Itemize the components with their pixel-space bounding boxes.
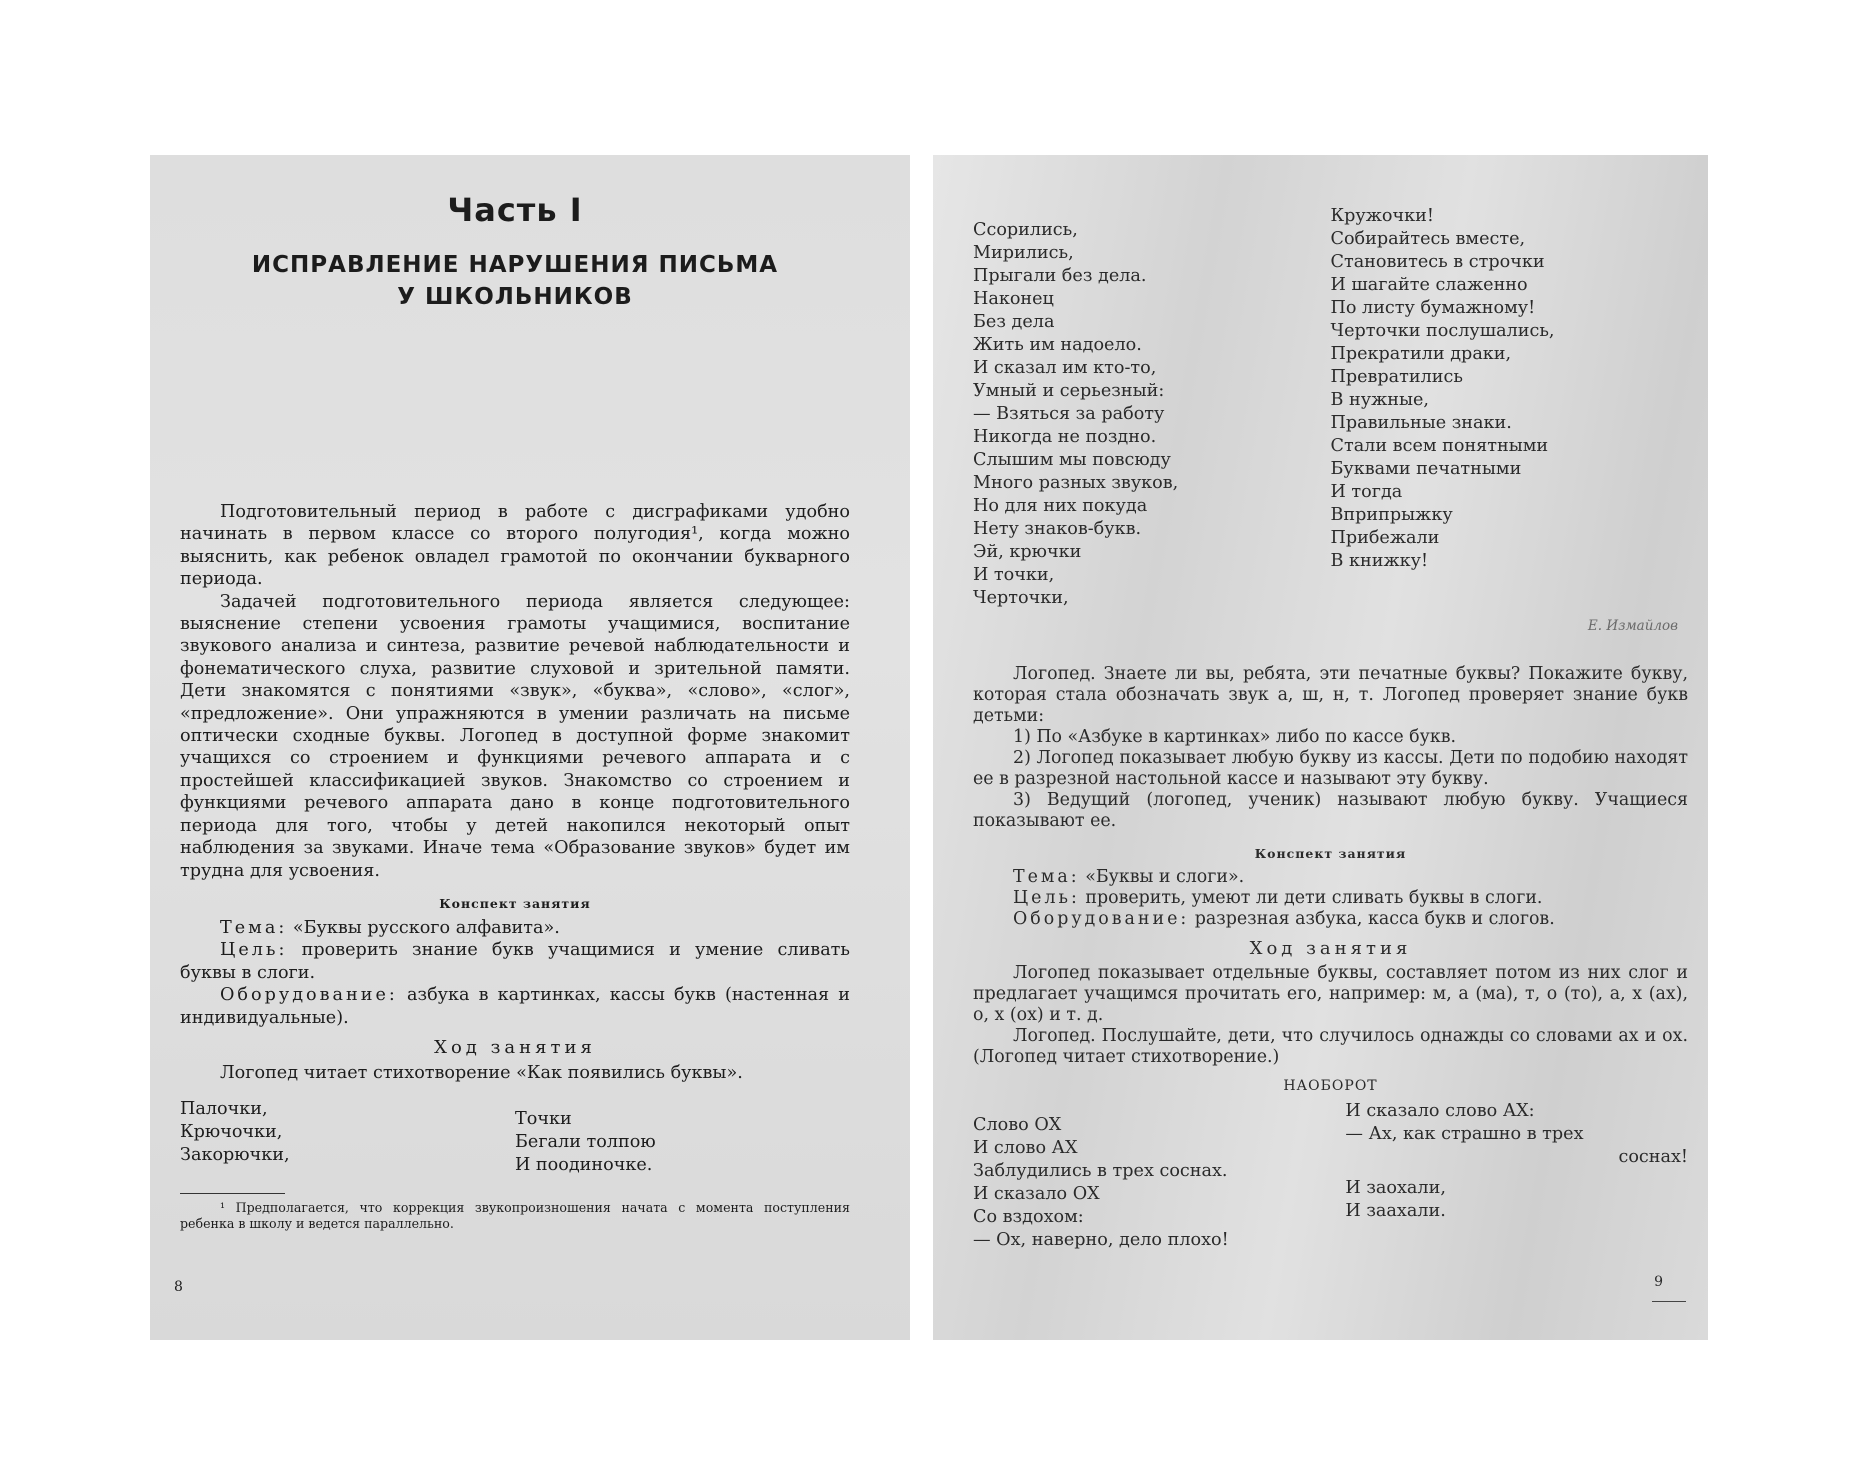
poem-line: Крючочки,	[180, 1122, 283, 1143]
hod-heading: Ход занятия	[434, 1036, 596, 1058]
poem-line: Нету знаков-букв.	[973, 519, 1142, 539]
tema-value: «Буквы и слоги».	[1085, 867, 1245, 887]
poem-line: И слово АХ	[973, 1138, 1078, 1158]
poem-line: И заохали,	[1345, 1178, 1446, 1198]
part-title: Часть I	[447, 191, 583, 229]
poem-line: И точки,	[973, 565, 1055, 585]
poem-line: Собирайтесь вместе,	[1330, 229, 1526, 249]
cel-value: проверить знание букв учащимися и умение сливать буквы в слоги.	[180, 940, 850, 983]
poem-col-1	[180, 1094, 515, 1177]
poem2-col-1	[973, 1100, 1345, 1252]
oborud-field	[973, 909, 1688, 930]
poem-line: Без дела	[973, 312, 1055, 332]
poem2-title: НАОБОРОТ	[1283, 1078, 1378, 1094]
tema-label: Тема:	[220, 917, 288, 938]
paragraph-shows-letters: Логопед показывает отдельные буквы, составляет потом из них слог и предлагает учащимся прочитать его, например: м, а (ма), т, о (то), а, х (ах), о, х (ох) и т. д.	[973, 963, 1688, 1025]
tema-value: «Буквы русского алфавита».	[292, 917, 560, 938]
poem-line: Со вздохом:	[973, 1207, 1084, 1227]
poem-line: И сказало слово АХ:	[1345, 1101, 1535, 1121]
poem-line: Палочки,	[180, 1099, 268, 1120]
oborud-field	[180, 984, 850, 1029]
poem-line: По листу бумажному!	[1330, 298, 1536, 318]
poem-line: И сказал им кто-то,	[973, 358, 1157, 378]
poem-line: соснах!	[1618, 1147, 1688, 1167]
poem-line: — Ах, как страшно в трех	[1345, 1124, 1584, 1144]
oborud-label: Оборудование:	[1013, 909, 1190, 929]
page-number-left: 8	[174, 1279, 183, 1295]
oborud-value: разрезная азбука, касса букв и слогов.	[1194, 909, 1555, 929]
cel-label: Цель:	[1013, 888, 1080, 908]
poem-line: И поодиночке.	[515, 1155, 653, 1176]
poem-line: Прекратили драки,	[1330, 344, 1512, 364]
poem2	[973, 1100, 1688, 1252]
logoped-reads: Логопед читает стихотворение «Как появились буквы».	[220, 1062, 743, 1083]
left-page	[150, 155, 910, 1340]
poem-right-col-1	[973, 205, 1331, 610]
poem-line: И заахали.	[1345, 1201, 1446, 1221]
poem2-col-2	[1345, 1100, 1688, 1252]
footnote: ¹ Предполагается, что коррекция звукопроизношения начата с момента поступления ребенка в школу и ведется параллельно.	[180, 1200, 850, 1232]
poem-line: Черточки послушались,	[1330, 321, 1555, 341]
poem-line: Мирились,	[973, 243, 1074, 263]
poem-line: Превратились	[1330, 367, 1463, 387]
poem-line: В книжку!	[1330, 551, 1429, 571]
poem-line: Много разных звуков,	[973, 473, 1179, 493]
poem-line: — Ох, наверно, дело плохо!	[973, 1230, 1229, 1250]
paragraph-listen: Логопед. Послушайте, дети, что случилось однажды со словами ах и ох. (Логопед читает стихотворение.)	[973, 1026, 1688, 1067]
poem-line: Становитесь в строчки	[1330, 252, 1545, 272]
right-page	[933, 155, 1708, 1340]
poem-line: Прибежали	[1330, 528, 1440, 548]
paragraph-tasks: Задачей подготовительного периода является следующее: выяснение степени усвоения грамоты учащимися, воспитание звукового анализа и синтеза, развитие речевой наблюдательности и фонематического слуха, развитие слуховой и зрительной памяти. Дети знакомятся с понятиями «звук», «буква», «слово», «слог», «предложение». Они упражняются в умении различать на письме оптически сходные буквы. Логопед в доступной форме знакомит учащихся со строением и функциями речевого аппарата и с простейшей классификацией звуков. Знакомство со строением и функциями речевого аппарата дано в конце подготовительного периода для того, чтобы у детей накопился некоторый опыт наблюдения за звуками. Иначе тема «Образование звуков» будет им трудна для усвоения.	[180, 591, 850, 881]
chapter-title	[180, 249, 850, 313]
poem-line: Буквами печатными	[1330, 459, 1522, 479]
poem-line: Закорючки,	[180, 1145, 290, 1166]
poem-line: Ссорились,	[973, 220, 1078, 240]
poem-line: Никогда не поздно.	[973, 427, 1157, 447]
poem-col-2	[515, 1094, 850, 1177]
konspekt-heading: Конспект занятия	[439, 895, 591, 911]
poem-line: Эй, крючки	[973, 542, 1082, 562]
poem-right-col-2	[1331, 205, 1689, 610]
cel-value: проверить, умеют ли дети сливать буквы в слоги.	[1085, 888, 1543, 908]
poem-line: И шагайте слаженно	[1330, 275, 1528, 295]
hod-heading: Ход занятия	[1249, 938, 1412, 959]
poem-line: И тогда	[1330, 482, 1403, 502]
paragraph-intro: Подготовительный период в работе с дисграфиками удобно начинать в первом классе со второго полугодия¹, когда можно выяснить, как ребенок овладел грамотой по окончании букварного периода.	[180, 502, 850, 590]
footnote-rule	[180, 1193, 285, 1194]
chapter-title-line-2: У ШКОЛЬНИКОВ	[397, 284, 633, 310]
poem-line: Стали всем понятными	[1330, 436, 1549, 456]
poem-line: Заблудились в трех соснах.	[973, 1161, 1228, 1181]
paragraph-logoped: Логопед. Знаете ли вы, ребята, эти печатные буквы? Покажите букву, которая стала обозначать звук а, ш, н, т. Логопед проверяет знание букв детьми:	[973, 664, 1688, 726]
poem-line: Умный и серьезный:	[973, 381, 1165, 401]
list-item-3: 3) Ведущий (логопед, ученик) называют любую букву. Учащиеся показывают ее.	[973, 790, 1688, 831]
poem-line: Наконец	[973, 289, 1054, 309]
poem-line: Точки	[515, 1109, 572, 1130]
oborud-value: азбука в картинках, кассы букв (настенная и индивидуальные).	[180, 985, 851, 1028]
konspekt-heading: Конспект занятия	[1254, 846, 1407, 861]
page-number-dash	[1652, 1301, 1686, 1302]
poem-continuation	[973, 205, 1688, 610]
list-item-1: 1) По «Азбуке в картинках» либо по кассе букв.	[1013, 727, 1457, 747]
page-number-right: 9	[1654, 1274, 1663, 1290]
list-item-2: 2) Логопед показывает любую букву из кассы. Дети по подобию находят ее в разрезной настольной кассе и называют эту букву.	[973, 748, 1688, 789]
cel-label: Цель:	[220, 940, 288, 961]
oborud-label: Оборудование:	[220, 985, 398, 1006]
poem-line: Жить им надоело.	[973, 335, 1142, 355]
poem-line: Слышим мы повсюду	[973, 450, 1171, 470]
poem-line: Бегали толпою	[515, 1132, 656, 1153]
tema-field	[973, 867, 1688, 888]
poem-line: Вприпрыжку	[1330, 505, 1453, 525]
poem-line: — Взяться за работу	[973, 404, 1165, 424]
poem-start	[180, 1094, 850, 1177]
poem-line: Кружочки!	[1330, 206, 1434, 226]
poem-line: И сказало ОХ	[973, 1184, 1100, 1204]
poem-line: Но для них покуда	[973, 496, 1148, 516]
cel-field	[180, 939, 850, 984]
poem-line: Правильные знаки.	[1330, 413, 1512, 433]
poem-line: Слово ОХ	[973, 1115, 1062, 1135]
poem-line: В нужные,	[1330, 390, 1430, 410]
poem-author: Е. Измайлов	[1587, 618, 1678, 634]
poem-line: Черточки,	[973, 588, 1069, 608]
chapter-title-line-1: ИСПРАВЛЕНИЕ НАРУШЕНИЯ ПИСЬМА	[251, 252, 779, 278]
tema-label: Тема:	[1013, 867, 1080, 887]
cel-field	[973, 888, 1688, 909]
poem-line: Прыгали без дела.	[973, 266, 1147, 286]
tema-field	[180, 917, 850, 939]
